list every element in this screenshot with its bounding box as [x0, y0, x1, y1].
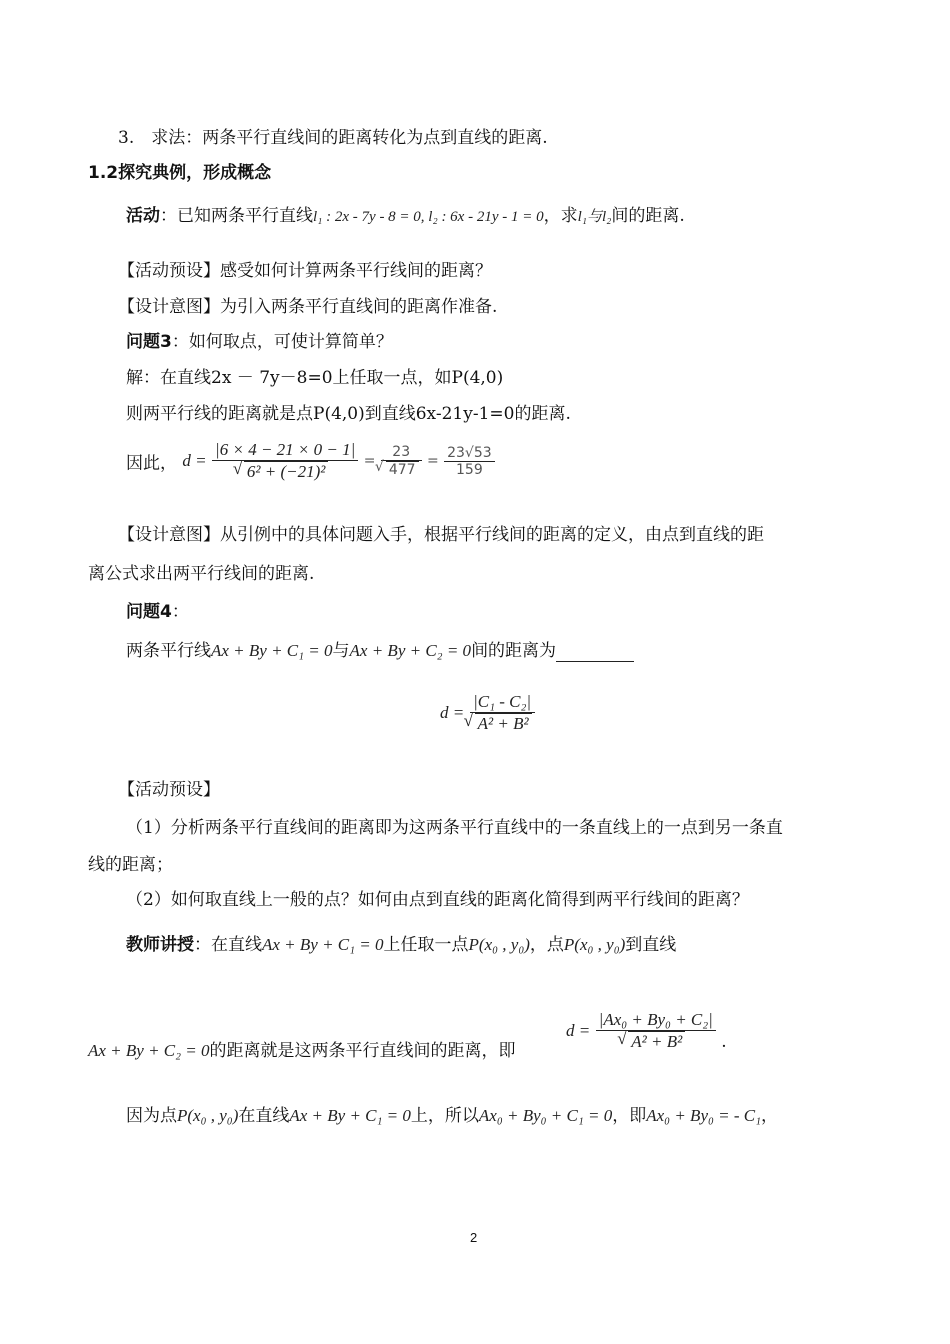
- question-4-heading: [126, 601, 189, 623]
- formula-numerator: |C₁ - C₂|: [470, 692, 535, 713]
- calculation-line: 因此， d = |6 × 4 − 21 × 0 − 1| √ 6² + (−21)² = 23 √ 477 = $\frac{23√53}{159}$: [126, 440, 495, 500]
- teacher-text-d: 到直线: [625, 935, 677, 955]
- formula-d-symbol: d =: [440, 703, 465, 722]
- answer-blank[interactable]: [556, 643, 634, 662]
- general-denominator-root: √ A² + B²: [628, 1031, 685, 1052]
- teacher-text-a: ：在直线: [194, 935, 262, 955]
- because-point: P(x₀ , y₀): [177, 1106, 239, 1125]
- distance-formula-general: [566, 1010, 727, 1070]
- activity-ask-end: 间的距离.: [611, 206, 685, 226]
- solution-line-2: 则两平行线的距离就是点P(4,0)到直线6x-21y-1=0的距离.: [126, 404, 571, 424]
- section-heading-1-2: 1.2探究典例，形成概念: [88, 163, 272, 183]
- activity-line: [126, 205, 685, 228]
- because-text-e: ，: [761, 1106, 779, 1126]
- general-denominator: [596, 1031, 716, 1052]
- teacher-text-b: 上任取一点: [383, 935, 469, 955]
- question-4-equation-2: Ax + By + C₂ = 0: [349, 641, 472, 660]
- formula-fraction: [470, 692, 535, 734]
- fraction-3-denominator: 159: [456, 461, 483, 478]
- because-text-b: 在直线: [238, 1106, 290, 1126]
- because-text-c: 上，所以: [410, 1106, 479, 1126]
- step-3-text: 3. 求法：两条平行直线间的距离转化为点到直线的距离.: [118, 128, 548, 148]
- distance-line-equation: Ax + By + C₂ = 0: [88, 1041, 210, 1060]
- calculation-fraction-3: [444, 445, 495, 478]
- calculation-numerator: |6 × 4 − 21 × 0 − 1|: [212, 440, 358, 461]
- question-4-line: [126, 640, 634, 662]
- teacher-label: 教师讲授: [126, 935, 194, 955]
- calculation-fraction-2: [381, 444, 422, 478]
- question-4-equation-1: Ax + By + C₁ = 0: [211, 641, 333, 660]
- because-equation-3: Ax₀ + By₀ = - C₁: [646, 1106, 762, 1125]
- design-intent-1: 【设计意图】为引入两条平行直线间的距离作准备.: [118, 297, 498, 317]
- calculation-denominator-root: √ 6² + (−21)²: [244, 461, 328, 482]
- item-2-line: （2）如何取直线上一般的点？如何由点到直线的距离化简得到两平行线间的距离？: [126, 890, 749, 910]
- because-equation-2: Ax₀ + By₀ + C₁ = 0: [478, 1106, 613, 1125]
- general-period: .: [721, 1032, 727, 1052]
- fraction-2-root: √ 477: [386, 461, 419, 478]
- question-4-with: 与: [332, 641, 350, 661]
- teacher-point-2: P(x₀ , y₀): [563, 935, 626, 954]
- question-3-line: [126, 331, 393, 353]
- distance-formula: [440, 692, 535, 752]
- question-4-text-a: 两条平行线: [126, 641, 211, 661]
- question-3-label: 问题3: [126, 332, 172, 352]
- because-line: [126, 1105, 778, 1127]
- question-4-colon: ：: [171, 602, 189, 622]
- d-symbol: d =: [182, 451, 207, 470]
- general-fraction: [596, 1010, 716, 1052]
- design-intent-2-line-b: 离公式求出两平行线间的距离.: [88, 564, 315, 584]
- formula-denominator-root: √ A² + B²: [475, 713, 532, 734]
- calculation-denominator: [212, 461, 358, 482]
- because-text-d: ，即: [612, 1106, 647, 1126]
- activity-equation: l₁ : 2x - 7y - 8 = 0, l₂ : 6x - 21y - 1 = 0: [313, 209, 544, 225]
- activity-preset-1: 【活动预设】感受如何计算两条平行线间的距离？: [118, 261, 492, 281]
- activity-lines-l1-l2: l₁与l₂: [577, 209, 612, 225]
- therefore-text: 因此，: [126, 453, 177, 474]
- teacher-equation: Ax + By + C₁ = 0: [262, 935, 384, 954]
- activity-preset-2: 【活动预设】: [118, 780, 220, 800]
- question-4-label: 问题4: [126, 602, 172, 622]
- because-equation-1: Ax + By + C₁ = 0: [289, 1106, 411, 1125]
- teacher-text-c: ，点: [529, 935, 564, 955]
- distance-line: [88, 1040, 516, 1062]
- activity-ask: ，求: [543, 206, 578, 226]
- solution-line-1: 解：在直线2x － 7y－8=0上任取一点，如P(4,0): [126, 368, 504, 388]
- question-4-text-b: 间的距离为: [471, 641, 557, 661]
- distance-line-text: 的距离就是这两条平行直线间的距离，即: [209, 1041, 516, 1061]
- formula-denominator: [470, 713, 535, 734]
- question-3-text: ：如何取点，可使计算简单？: [171, 332, 393, 352]
- teacher-line: [126, 934, 676, 956]
- design-intent-2-line-a: 【设计意图】从引例中的具体问题入手，根据平行线间的距离的定义，由点到直线的距: [118, 525, 764, 545]
- calculation-fraction: [212, 440, 358, 482]
- item-1-line-a: （1）分析两条平行直线间的距离即为这两条平行直线中的一条直线上的一点到另一条直: [126, 818, 783, 838]
- teacher-point-1: P(x₀ , y₀): [468, 935, 530, 954]
- fraction-2-denominator: [381, 461, 422, 478]
- general-numerator: |Ax₀ + By₀ + C₂|: [596, 1010, 716, 1031]
- item-1-line-b: 线的距离；: [88, 855, 173, 875]
- because-text-a: 因为点: [126, 1106, 177, 1126]
- fraction-3-numerator: 23√53: [444, 445, 495, 462]
- fraction-2-numerator: 23: [381, 444, 422, 461]
- activity-label: 活动: [126, 206, 160, 226]
- activity-text: ：已知两条平行直线: [160, 206, 313, 226]
- general-d-symbol: d =: [566, 1021, 591, 1040]
- page-number: 2: [470, 1230, 478, 1245]
